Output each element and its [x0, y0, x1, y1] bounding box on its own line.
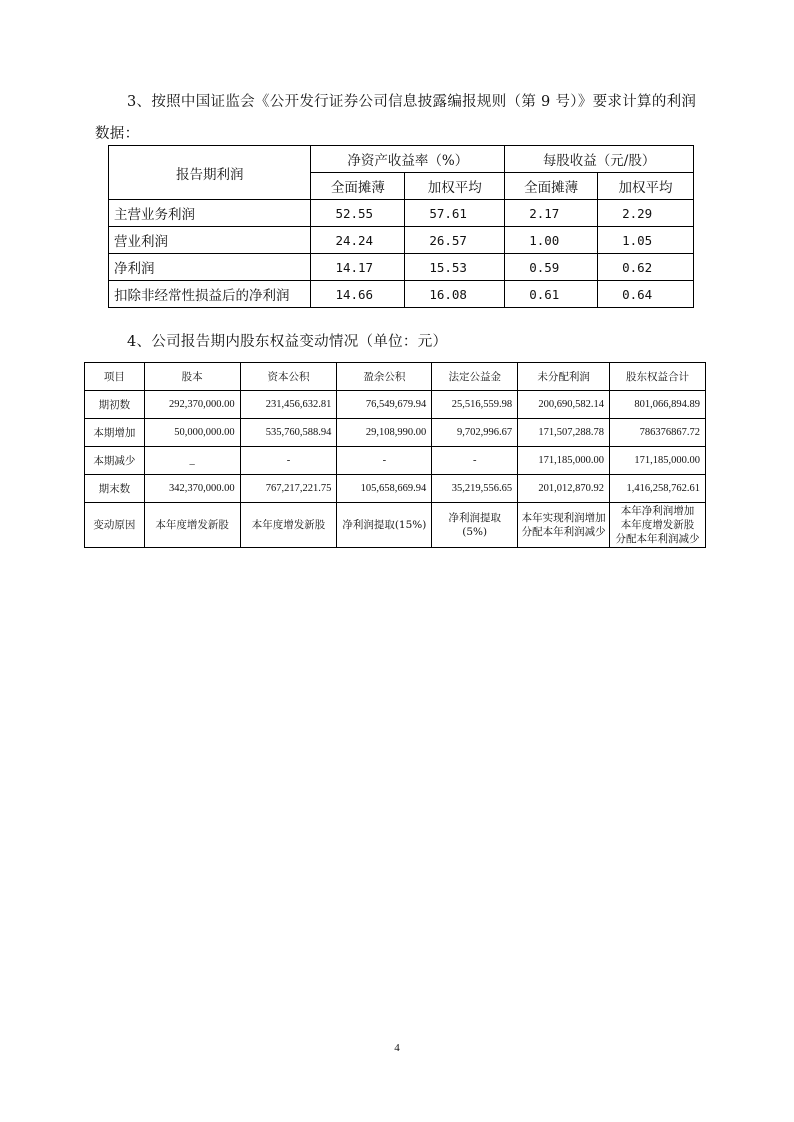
- table-cell: 1.00: [505, 227, 598, 254]
- reason-cell: [518, 503, 610, 548]
- section-3-paragraph: 3、按照中国证监会《公开发行证券公司信息披露编报规则（第 9 号）》要求计算的利润数据：: [95, 94, 697, 142]
- table-cell: 25,516,559.98: [432, 391, 518, 419]
- row-label: 净利润: [109, 254, 311, 281]
- table-cell: 9,702,996.67: [432, 419, 518, 447]
- reason-line: 本年实现利润增加: [521, 512, 606, 524]
- profit-data-table: [108, 145, 694, 308]
- row-label: 期初数: [85, 391, 145, 419]
- section-4-heading: 4、公司报告期内股东权益变动情况（单位：元）: [127, 334, 448, 350]
- table-row: [85, 391, 706, 419]
- table-cell: 76,549,679.94: [337, 391, 432, 419]
- header-roe: 净资产收益率（%）: [311, 146, 505, 173]
- table-cell: 29,108,990.00: [337, 419, 432, 447]
- table-cell: 171,185,000.00: [610, 447, 706, 475]
- reason-line: 本年净利润增加: [620, 505, 695, 517]
- table-cell: 57.61: [405, 200, 505, 227]
- table-cell: 0.61: [505, 281, 598, 308]
- header-cell: 盈余公积: [337, 363, 432, 391]
- header-profit-period: 报告期利润: [109, 146, 311, 200]
- table-cell: 1,416,258,762.61: [610, 475, 706, 503]
- table-cell: 171,185,000.00: [518, 447, 610, 475]
- subheader-cell: 加权平均: [405, 173, 505, 200]
- table-cell: -: [337, 447, 432, 475]
- reason-line: 本年度增发新股: [620, 519, 695, 531]
- table-cell: 52.55: [311, 200, 405, 227]
- table-cell: 105,658,669.94: [337, 475, 432, 503]
- header-cell: 法定公益金: [432, 363, 518, 391]
- reason-cell: [144, 503, 240, 548]
- table-cell: 342,370,000.00: [144, 475, 240, 503]
- row-label: 本期减少: [85, 447, 145, 475]
- row-label: 期末数: [85, 475, 145, 503]
- table-row: [85, 419, 706, 447]
- reason-line: 分配本年利润减少: [521, 526, 606, 538]
- reason-cell: [337, 503, 432, 548]
- table-header-row: [109, 146, 694, 173]
- table-cell: 292,370,000.00: [144, 391, 240, 419]
- table-cell: 35,219,556.65: [432, 475, 518, 503]
- header-cell: 股本: [144, 363, 240, 391]
- table-cell: 50,000,000.00: [144, 419, 240, 447]
- table-cell: 0.59: [505, 254, 598, 281]
- reason-line: (5%): [462, 526, 488, 538]
- reason-line: 分配本年利润减少: [615, 533, 700, 545]
- table-cell: _: [144, 447, 240, 475]
- table-cell: 0.64: [598, 281, 694, 308]
- table-cell: 200,690,582.14: [518, 391, 610, 419]
- table-cell: 231,456,632.81: [240, 391, 337, 419]
- table-cell: 786376867.72: [610, 419, 706, 447]
- table-cell: 801,066,894.89: [610, 391, 706, 419]
- table-cell: 24.24: [311, 227, 405, 254]
- reason-line: 本年度增发新股: [155, 519, 229, 531]
- reason-cell: [240, 503, 337, 548]
- page-number: 4: [394, 1042, 400, 1054]
- row-label: 营业利润: [109, 227, 311, 254]
- table-row-reasons: [85, 503, 706, 548]
- row-label: 主营业务利润: [109, 200, 311, 227]
- table-cell: 201,012,870.92: [518, 475, 610, 503]
- header-cell: 未分配利润: [518, 363, 610, 391]
- table-cell: -: [240, 447, 337, 475]
- row-label: 扣除非经常性损益后的净利润: [109, 281, 311, 308]
- table-cell: 2.29: [598, 200, 694, 227]
- reason-line: 净利润提取: [448, 512, 501, 524]
- table-row: [109, 254, 694, 281]
- table-cell: 14.17: [311, 254, 405, 281]
- subheader-cell: 加权平均: [598, 173, 694, 200]
- table-cell: 26.57: [405, 227, 505, 254]
- table-cell: 14.66: [311, 281, 405, 308]
- table-cell: 767,217,221.75: [240, 475, 337, 503]
- table-cell: -: [432, 447, 518, 475]
- reason-cell: [432, 503, 518, 548]
- table-row: [85, 447, 706, 475]
- reason-cell: [610, 503, 706, 548]
- table-cell: 15.53: [405, 254, 505, 281]
- table-row: [109, 281, 694, 308]
- subheader-cell: 全面摊薄: [505, 173, 598, 200]
- table-cell: 0.62: [598, 254, 694, 281]
- row-label: 变动原因: [85, 503, 145, 548]
- header-cell: 资本公积: [240, 363, 337, 391]
- header-cell: 项目: [85, 363, 145, 391]
- table-cell: 535,760,588.94: [240, 419, 337, 447]
- table-cell: 171,507,288.78: [518, 419, 610, 447]
- table-row: [85, 475, 706, 503]
- reason-line: 净利润提取(15%): [342, 519, 427, 531]
- table-cell: 16.08: [405, 281, 505, 308]
- table-row: [109, 200, 694, 227]
- table-cell: 1.05: [598, 227, 694, 254]
- table-row: [109, 227, 694, 254]
- table-header-row: [85, 363, 706, 391]
- table-cell: 2.17: [505, 200, 598, 227]
- header-eps: 每股收益（元/股）: [505, 146, 694, 173]
- row-label: 本期增加: [85, 419, 145, 447]
- header-cell: 股东权益合计: [610, 363, 706, 391]
- equity-change-table: [84, 362, 706, 548]
- reason-line: 本年度增发新股: [251, 519, 326, 531]
- subheader-cell: 全面摊薄: [311, 173, 405, 200]
